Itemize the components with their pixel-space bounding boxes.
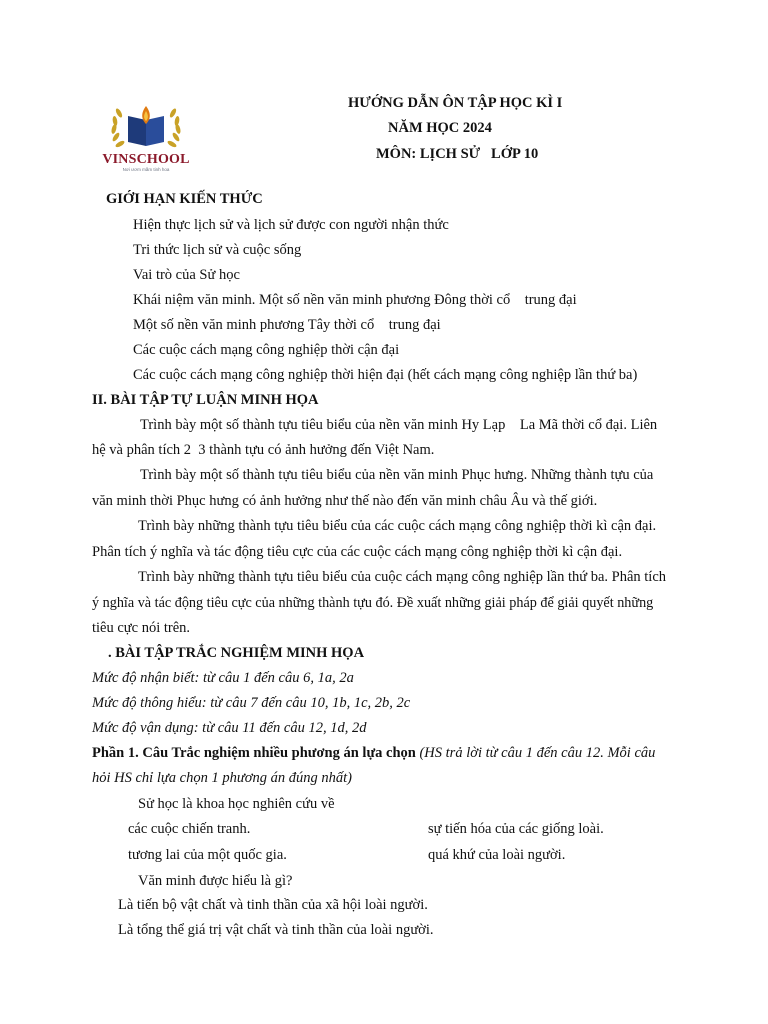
essay-line: Trình bày một số thành tựu tiêu biểu của nền văn minh Phục hưng. Những thành tựu của [140, 467, 654, 483]
q1-option-d: quá khứ của loài người. [428, 847, 566, 863]
subject-grade: MÔN: LỊCH SỬ LỚP 10 [376, 146, 539, 162]
section1-item: Các cuộc cách mạng công nghiệp thời hiện đại (hết cách mạng công nghiệp lần thứ ba) [133, 367, 638, 383]
section1-item: Các cuộc cách mạng công nghiệp thời cận đại [133, 342, 400, 358]
section1-item: Tri thức lịch sử và cuộc sống [133, 242, 302, 258]
logo-text: VINSCHOOL [102, 152, 190, 167]
section2-heading: II. BÀI TẬP TỰ LUẬN MINH HỌA [92, 392, 319, 408]
essay-line: hệ và phân tích 2 3 thành tựu có ảnh hưởng đến Việt Nam. [92, 442, 435, 458]
question-2: Văn minh được hiểu là gì? [138, 873, 293, 889]
level-understanding: Mức độ thông hiểu: từ câu 7 đến câu 10, 1b, 1c, 2b, 2c [92, 695, 411, 711]
part1-instructions-cont: hỏi HS chỉ lựa chọn 1 phương án đúng nhất) [92, 770, 352, 786]
essay-line: Trình bày những thành tựu tiêu biểu của cuộc cách mạng công nghiệp lần thứ ba. Phân tích [138, 569, 667, 585]
essay-line: văn minh thời Phục hưng có ảnh hưởng như thế nào đến văn minh châu Âu và thế giới. [92, 493, 598, 509]
section1-item: Một số nền văn minh phương Tây thời cổ trung đại [133, 317, 441, 333]
document-title: HƯỚNG DẪN ÔN TẬP HỌC KÌ I [348, 95, 563, 111]
essay-line: ý nghĩa và tác động tiêu cực của những thành tựu đó. Đề xuất những giải pháp để giải quyết những [92, 595, 654, 611]
school-year: NĂM HỌC 2024 [388, 120, 492, 136]
essay-line: Phân tích ý nghĩa và tác động tiêu cực của các cuộc cách mạng công nghiệp thời kì cận đại. [92, 544, 623, 560]
essay-line: tiêu cực nói trên. [92, 620, 191, 636]
level-recognition: Mức độ nhận biết: từ câu 1 đến câu 6, 1a, 2a [92, 670, 354, 686]
question-1: Sử học là khoa học nghiên cứu về [138, 796, 335, 812]
part1-header [92, 746, 655, 761]
part1-title: Phần 1. Câu Trắc nghiệm nhiều phương án lựa chọn [92, 745, 416, 761]
section1-heading: GIỚI HẠN KIẾN THỨC [106, 191, 263, 207]
essay-line: Trình bày những thành tựu tiêu biểu của các cuộc cách mạng công nghiệp thời kì cận đại. [138, 518, 657, 534]
section1-item: Khái niệm văn minh. Một số nền văn minh phương Đông thời cổ trung đại [133, 292, 577, 308]
book-laurel-icon [98, 100, 194, 156]
essay-line: Trình bày một số thành tựu tiêu biểu của nền văn minh Hy Lạp La Mã thời cổ đại. Liên [140, 417, 658, 433]
section1-item: Vai trò của Sử học [133, 267, 240, 283]
q2-option-b: Là tổng thể giá trị vật chất và tinh thần của loài người. [118, 922, 434, 938]
part1-instructions: (HS trả lời từ câu 1 đến câu 12. Mỗi câu [415, 745, 656, 761]
school-logo [98, 100, 194, 172]
level-application: Mức độ vận dụng: từ câu 11 đến câu 12, 1d, 2d [92, 720, 367, 736]
q1-option-a: các cuộc chiến tranh. [128, 821, 251, 837]
section3-heading: . BÀI TẬP TRẮC NGHIỆM MINH HỌA [108, 645, 365, 661]
q1-option-c: tương lai của một quốc gia. [128, 847, 287, 863]
q1-option-b: sự tiến hóa của các giống loài. [428, 821, 604, 837]
logo-tagline: Nơi ươm mầm tinh hoa [122, 167, 170, 172]
q2-option-a: Là tiến bộ vật chất và tinh thần của xã hội loài người. [118, 897, 428, 913]
section1-item: Hiện thực lịch sử và lịch sử được con người nhận thức [133, 217, 449, 233]
